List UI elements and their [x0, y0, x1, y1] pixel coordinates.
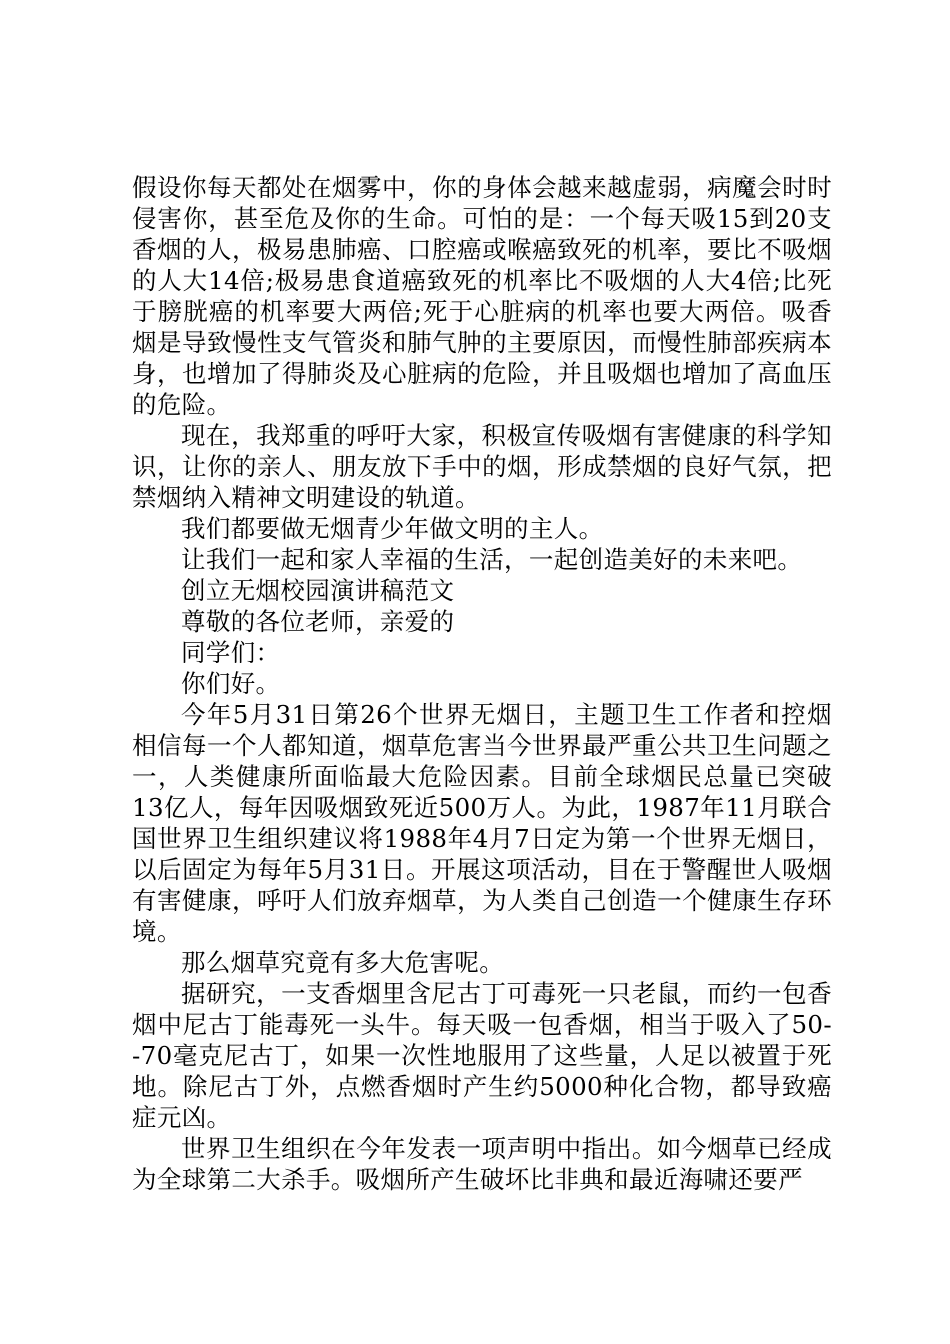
paragraph-world-no-tobacco-day: 今年5月31日第26个世界无烟日，主题卫生工作者和控烟相信每一个人都知道，烟草危害当今世界最严重公共卫生问题之一，人类健康所面临最大危险因素。目前全球烟民总量已突破13亿人，每年因吸烟致死近500万人。为此，1987年11月联合国世界卫生组织建议将1988年4月7日定为第一个世界无烟日，以后固定为每年5月31日。开展这项活动，目在于警醒世人吸烟有害健康，呼吁人们放弃烟草，为人类自己创造一个健康生存环境。: [132, 700, 832, 946]
greeting: 你们好。: [181, 669, 281, 698]
paragraph-health-risks: 假设你每天都处在烟雾中，你的身体会越来越虚弱，病魔会时时侵害你，甚至危及你的生命。可怕的是：一个每天吸15到20支香烟的人，极易患肺癌、口腔癌或喉癌致死的机率，要比不吸烟的人大14倍;极易患食道癌致死的机率比不吸烟的人大4倍;比死于膀胱癌的机率要大两倍;死于心脏病的机率也要大两倍。吸香烟是导致慢性支气管炎和肺气肿的主要原因，而慢性肺部疾病本身，也增加了得肺炎及心脏病的危险，并且吸烟也增加了高血压的危险。: [132, 173, 832, 419]
paragraph-question: 那么烟草究竟有多大危害呢。: [181, 948, 505, 977]
document-body: [132, 172, 832, 1195]
salutation-students: 同学们：: [181, 638, 281, 667]
paragraph-call-to-action: 现在，我郑重的呼吁大家，积极宣传吸烟有害健康的科学知识，让你的亲人、朋友放下手中的烟，形成禁烟的良好气氛，把禁烟纳入精神文明建设的轨道。: [132, 421, 832, 512]
paragraph-better-future: 让我们一起和家人幸福的生活，一起创造美好的未来吧。: [181, 545, 803, 574]
salutation-teachers: 尊敬的各位老师，亲爱的: [181, 607, 455, 636]
paragraph-smoke-free-youth: 我们都要做无烟青少年做文明的主人。: [181, 514, 604, 543]
paragraph-nicotine-research: 据研究，一支香烟里含尼古丁可毒死一只老鼠，而约一包香烟中尼古丁能毒死一头牛。每天吸一包香烟，相当于吸入了50--70毫克尼古丁，如果一次性地服用了这些量，人足以被置于死地。除尼古丁外，点燃香烟时产生约5000种化合物，都导致癌症元凶。: [132, 979, 832, 1132]
speech-title: 创立无烟校园演讲稿范文: [181, 576, 455, 605]
paragraph-who-statement: 世界卫生组织在今年发表一项声明中指出。如今烟草已经成为全球第二大杀手。吸烟所产生破坏比非典和最近海啸还要严: [132, 1134, 832, 1194]
